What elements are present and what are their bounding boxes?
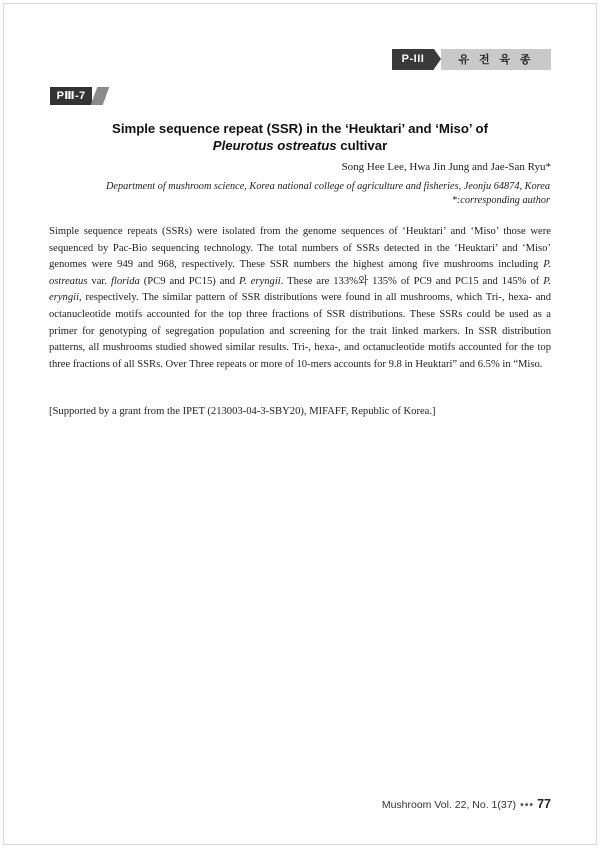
abstract — [49, 224, 551, 373]
affiliation-block — [50, 180, 550, 208]
corresponding-author-note: *:corresponding author — [451, 195, 550, 206]
badge-slash-decoration — [91, 87, 110, 105]
authors: Song Hee Lee, Hwa Jin Jung and Jae-San Ryu* — [341, 161, 551, 173]
affiliation: Department of mushroom science, Korea national college of agriculture and fisheries, Jeonju 64874, Korea — [105, 181, 550, 192]
abstract-text-2: var. — [87, 275, 111, 287]
section-code: P-III — [392, 49, 434, 70]
paper-code-badge — [50, 87, 108, 105]
abstract-text-5: respectively. The similar pattern of SSR distributions were found in all mushrooms, which Tri-, hexa- and octanucleotide motifs accounted for the top three fractions of SSR distributions. These SSRs could be used as a primer for genotyping of segregation population and screening for the trait linked markers. In SSR distribution patterns, all mushrooms studied showed similar results. Tri-, hexa-, and octanucleotide motifs accounted for the top three fractions of all SSRs. Over Three repeats or more of 10-mers accounts for 9.8 in Heuktari” and 6.5% in “Miso. — [49, 292, 551, 370]
abstract-species-3: P. eryngii — [239, 275, 281, 287]
paper-title — [40, 120, 560, 154]
paper-code: PⅢ-7 — [50, 87, 92, 105]
title-line-2 — [40, 137, 560, 154]
abstract-species-1: P. ostreatus — [49, 259, 551, 287]
title-species: Pleurotus ostreatus — [212, 138, 337, 153]
section-name: 유 전 육 종 — [441, 49, 551, 70]
abstract-species-2: florida — [110, 275, 140, 287]
footer-dots: ••• — [520, 799, 535, 811]
funding-note: [Supported by a grant from the IPET (213003-04-3-SBY20), MIFAFF, Republic of Korea.] — [49, 406, 436, 417]
title-line-1: Simple sequence repeat (SSR) in the ‘Heuktari’ and ‘Miso’ of — [112, 121, 488, 136]
section-tab-arrow-icon — [434, 49, 441, 69]
abstract-text-4: . These are 133%와 135% of PC9 and PC15 and 145% of — [280, 275, 544, 287]
journal-info: Mushroom Vol. 22, No. 1(37) — [381, 799, 517, 811]
page-number: 77 — [537, 797, 551, 811]
abstract-text-3: (PC9 and PC15) and — [139, 275, 240, 287]
abstract-species-4: P. eryngii, — [49, 275, 551, 304]
abstract-text-1: Simple sequence repeats (SSRs) were isolated from the genome sequences of ‘Heuktari’ and ‘Miso’ those were sequenced by Pac-Bio sequencing technology. The total numbers of SSRs detected in the ‘Heuktari’ and ‘Miso’ genomes were 949 and 968, respectively. These SSR numbers the highest among five mushrooms including — [49, 226, 551, 271]
page-footer — [382, 797, 551, 811]
title-tail: cultivar — [336, 138, 388, 153]
section-tab — [392, 49, 551, 70]
